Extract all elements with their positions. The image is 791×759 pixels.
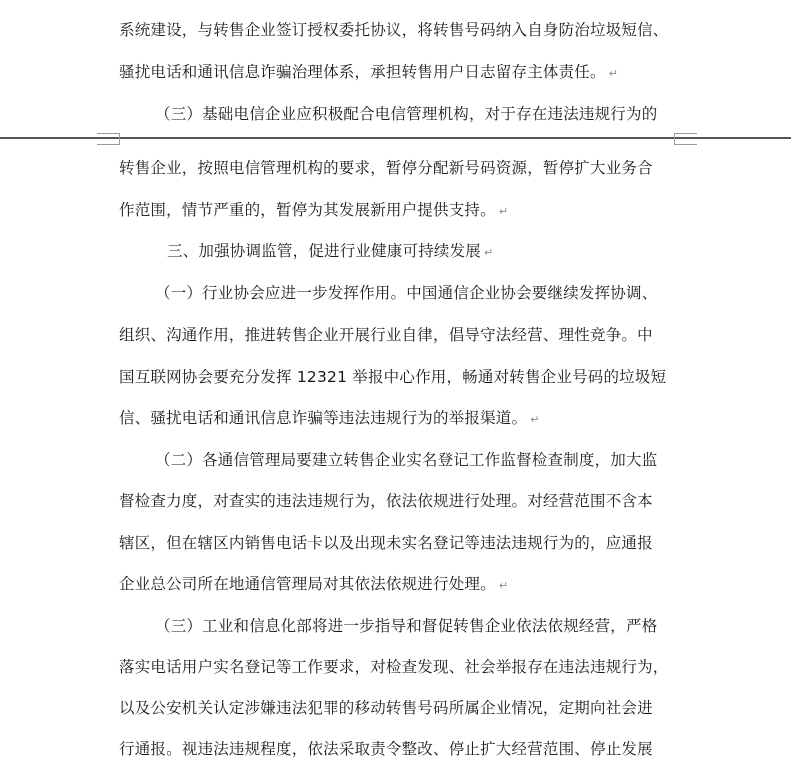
line-text: 作范围，情节严重的，暂停为其发展新用户提供支持。	[119, 201, 496, 219]
text-line	[155, 616, 657, 636]
line-text: （三）基础电信企业应积极配合电信管理机构，对于存在违法违规行为的	[155, 105, 658, 123]
text-line	[155, 283, 657, 303]
paragraph-mark-icon: ↵	[484, 246, 494, 259]
line-text: 转售企业，按照电信管理机构的要求，暂停分配新号码资源，暂停扩大业务合	[119, 159, 653, 177]
paragraph-mark-icon: ↵	[498, 205, 509, 218]
text-line	[119, 158, 653, 178]
line-text: （一）行业协会应进一步发挥作用。中国通信企业协会要继续发挥协调、	[155, 284, 658, 302]
text-line	[119, 657, 669, 677]
text-line	[119, 200, 508, 222]
line-text: 骚扰电话和通讯信息诈骗治理体系，承担转售用户日志留存主体责任。	[119, 63, 606, 81]
line-text: 行通报。视违法违规程度，依法采取责令整改、停止扩大经营范围、停止发展	[119, 740, 653, 758]
text-line	[119, 739, 653, 759]
text-line	[119, 533, 653, 553]
line-text: 系统建设，与转售企业签订授权委托协议，将转售号码纳入自身防治垃圾短信、	[119, 21, 669, 39]
line-text: 落实电话用户实名登记等工作要求，对检查发现、社会举报存在违法违规行为，	[119, 658, 669, 676]
heading-text: 三、加强协调监管，促进行业健康可持续发展	[167, 242, 482, 260]
line-text: （三）工业和信息化部将进一步指导和督促转售企业依法依规经营，严格	[155, 617, 658, 635]
text-line	[119, 20, 669, 40]
line-text: 信、骚扰电话和通讯信息诈骗等违法违规行为的举报渠道。	[119, 409, 528, 427]
line-text: 以及公安机关认定涉嫌违法犯罪的移动转售号码所属企业情况，定期向社会进	[119, 699, 653, 717]
text-line	[155, 104, 657, 124]
text-line	[119, 367, 666, 387]
line-text: （二）各通信管理局要建立转售企业实名登记工作监督检查制度，加大监	[155, 451, 658, 469]
page-corner-marker-right	[674, 133, 697, 145]
line-text: 辖区，但在辖区内销售电话卡以及出现未实名登记等违法违规行为的，应通报	[119, 534, 653, 552]
line-text: 组织、沟通作用，推进转售企业开展行业自律，倡导守法经营、理性竞争。中	[119, 326, 653, 344]
line-text: 督检查力度，对查实的违法违规行为，依法依规进行处理。对经营范围不含本	[119, 492, 653, 510]
page-corner-marker-left	[97, 133, 120, 145]
line-text: 国互联网协会要充分发挥 12321 举报中心作用，畅通对转售企业号码的垃圾短	[119, 368, 667, 386]
text-line	[119, 698, 653, 718]
paragraph-mark-icon: ↵	[498, 579, 509, 592]
text-line	[119, 574, 508, 596]
text-line	[119, 325, 653, 345]
text-line	[119, 408, 540, 430]
text-line	[155, 450, 657, 470]
text-line	[119, 491, 653, 511]
paragraph-mark-icon: ↵	[608, 67, 619, 80]
text-line	[119, 62, 618, 84]
section-heading	[167, 241, 493, 263]
paragraph-mark-icon: ↵	[530, 413, 540, 426]
line-text: 企业总公司所在地通信管理局对其依法依规进行处理。	[119, 575, 496, 593]
